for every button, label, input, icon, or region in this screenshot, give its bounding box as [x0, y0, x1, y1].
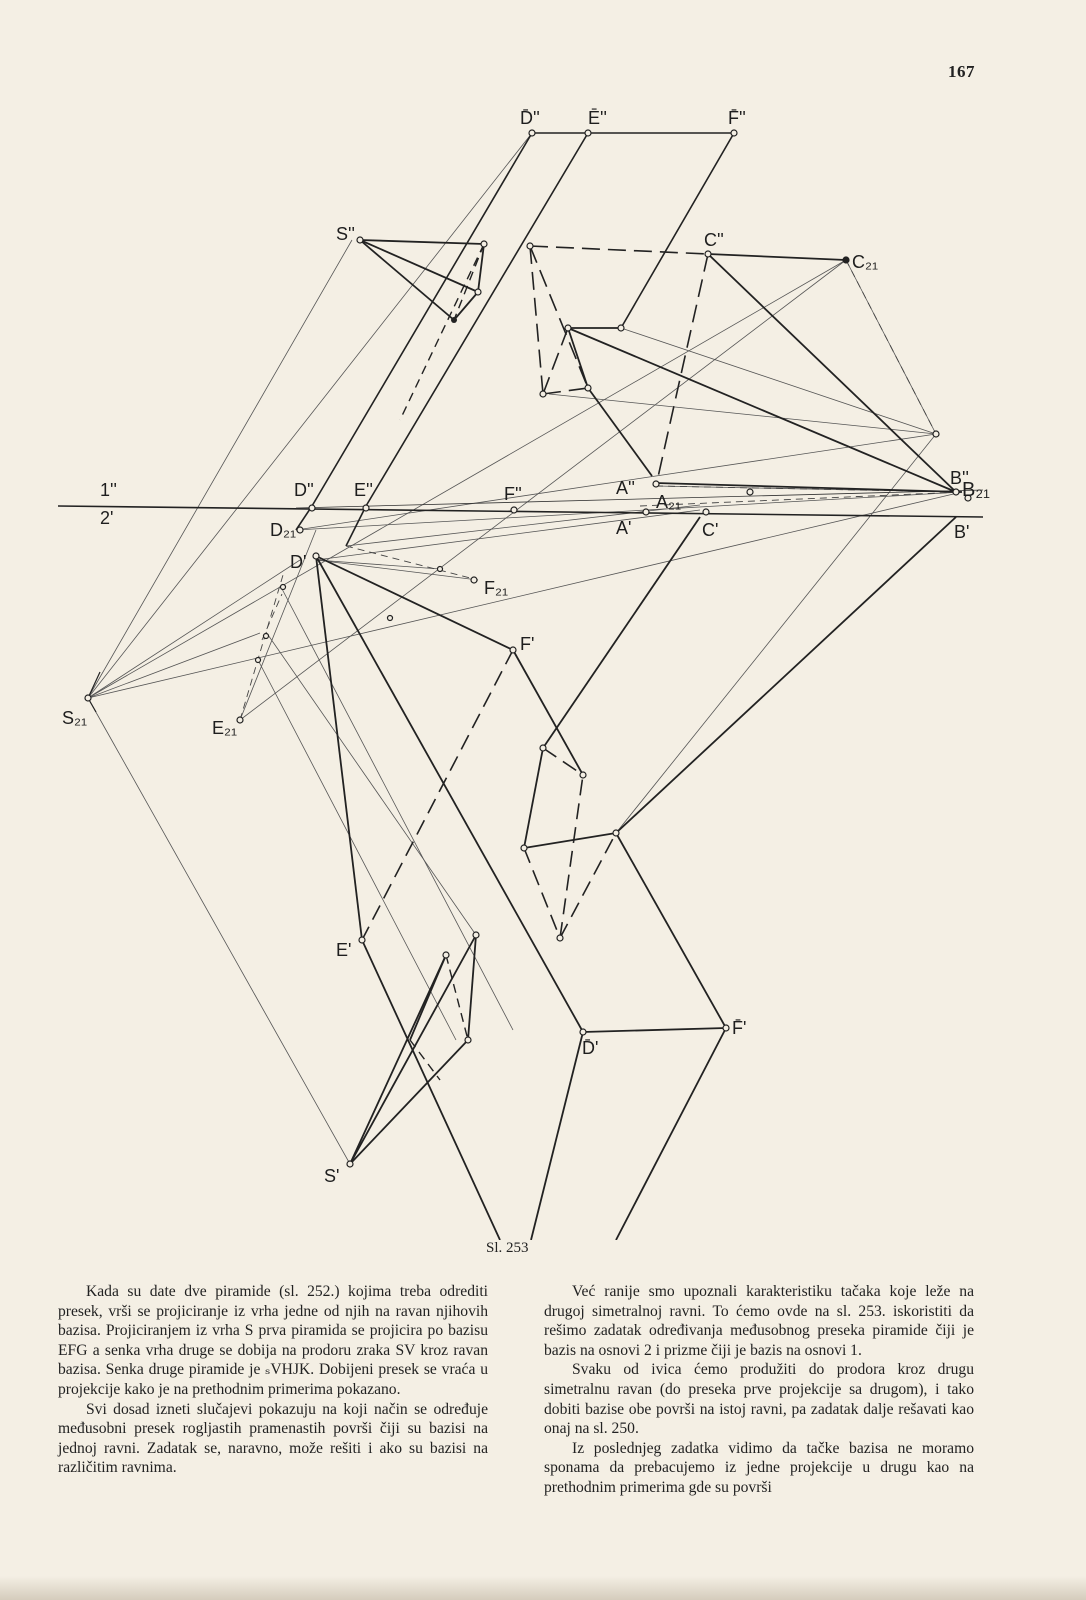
paragraph: Već ranije smo upoznali karakteristiku tačaka koje leže na drugoj simetralnoj ravni. To ćemo ovde na sl. 253. iskoristiti da rešimo zadatak određivanja međusobnog preseka piramide čiji je bazis na osnovi 2 i prizme čiji je bazis na osnovi 1.	[544, 1283, 974, 1359]
label-e-2: E''	[354, 480, 373, 500]
filled-point	[451, 317, 457, 323]
axis-line	[58, 506, 983, 517]
label-d-21: D₂₁	[270, 520, 297, 540]
label-a-21: A₂₁	[656, 492, 682, 512]
paragraph: Svi dosad izneti slučajevi pokazuju na koji način se određuje međusobni presek rogljastih pramenastih površi čiji su bazisi na jednoj ravni. Zadatak se, naravno, može rešiti i ako su bazisi na različitim ravnima.	[58, 1400, 488, 1477]
label-d-bar-1: D̄'	[582, 1038, 599, 1058]
label-f-1: F'	[520, 634, 535, 654]
label-f-2: F''	[504, 484, 522, 504]
small-pyramid-upper-dashed	[400, 244, 484, 420]
label-s-2: S''	[336, 224, 355, 244]
left-column	[58, 1282, 488, 1478]
right-column	[544, 1282, 974, 1498]
page-number: 167	[948, 62, 975, 81]
label-s-21: S₂₁	[62, 708, 88, 728]
figure-caption: Sl. 253	[486, 1240, 529, 1256]
large-pyramid-upper-dashed	[530, 246, 708, 486]
label-c-21: C₂₁	[852, 252, 879, 272]
axis-line-secondary	[296, 490, 983, 508]
label-axis-1: 1''	[100, 480, 117, 500]
paragraph: Kada su date dve piramide (sl. 252.) kojima treba odrediti presek, vrši se projiciranje iz vrha jedne od njih na ravan njihovih bazisa. Projiciranjem iz vrha S prva piramida se projicira po bazisu EFG a senka vrha druge se dobija na prodoru zraka SV kroz ravan bazisa. Senka druge piramide je ₛVHJK. Dobijeni presek se vraća u projekcije kako je na prethodnim primerima pokazano.	[58, 1283, 488, 1398]
label-a-1: A'	[616, 518, 632, 538]
small-pyramid-upper	[360, 240, 484, 320]
label-s-1: S'	[324, 1166, 340, 1186]
pyramid-lower-dashed	[362, 650, 616, 940]
label-d-bar-2: D̄''	[520, 108, 540, 128]
label-d-2: D''	[294, 480, 314, 500]
label-d-1: D'	[290, 552, 307, 572]
label-b-1: B'	[954, 522, 970, 542]
label-e-1: E'	[336, 940, 352, 960]
label-c-1: C'	[702, 520, 719, 540]
label-b-21: B₂₁	[962, 479, 990, 501]
label-f-21: F₂₁	[484, 578, 509, 598]
label-b-2: B''	[950, 468, 969, 488]
label-e-21: E₂₁	[212, 718, 238, 738]
filled-point	[843, 257, 849, 263]
label-f-bar-1: F̄'	[732, 1018, 747, 1038]
paragraph: Iz poslednjeg zadatka vidimo da tačke bazisa ne moramo sponama da prebacujemo iz jedne projekcije u drugu kao na prethodnim primerima gde su površi	[544, 1439, 974, 1496]
label-axis-2: 2'	[100, 508, 114, 528]
page-edge-shadow	[0, 1576, 1086, 1600]
label-a-2: A''	[616, 478, 635, 498]
dashed-construction-lines	[240, 260, 962, 720]
prism-lower	[362, 833, 726, 1240]
label-e-bar-2: Ē''	[588, 108, 607, 128]
label-c-2: C''	[704, 230, 724, 250]
paragraph: Svaku od ivica ćemo produžiti do prodora kroz drugu simetralnu ravan (do preseka prve projekcije sa drugom), i tako dobiti bazise obe površi na istoj ravni, pa zadatak dalje rešavati kao onaj na sl. 250.	[544, 1361, 974, 1438]
small-pyramid-lower	[350, 935, 476, 1164]
large-pyramid-upper	[568, 254, 962, 492]
label-f-bar-2: F̄''	[728, 108, 746, 128]
